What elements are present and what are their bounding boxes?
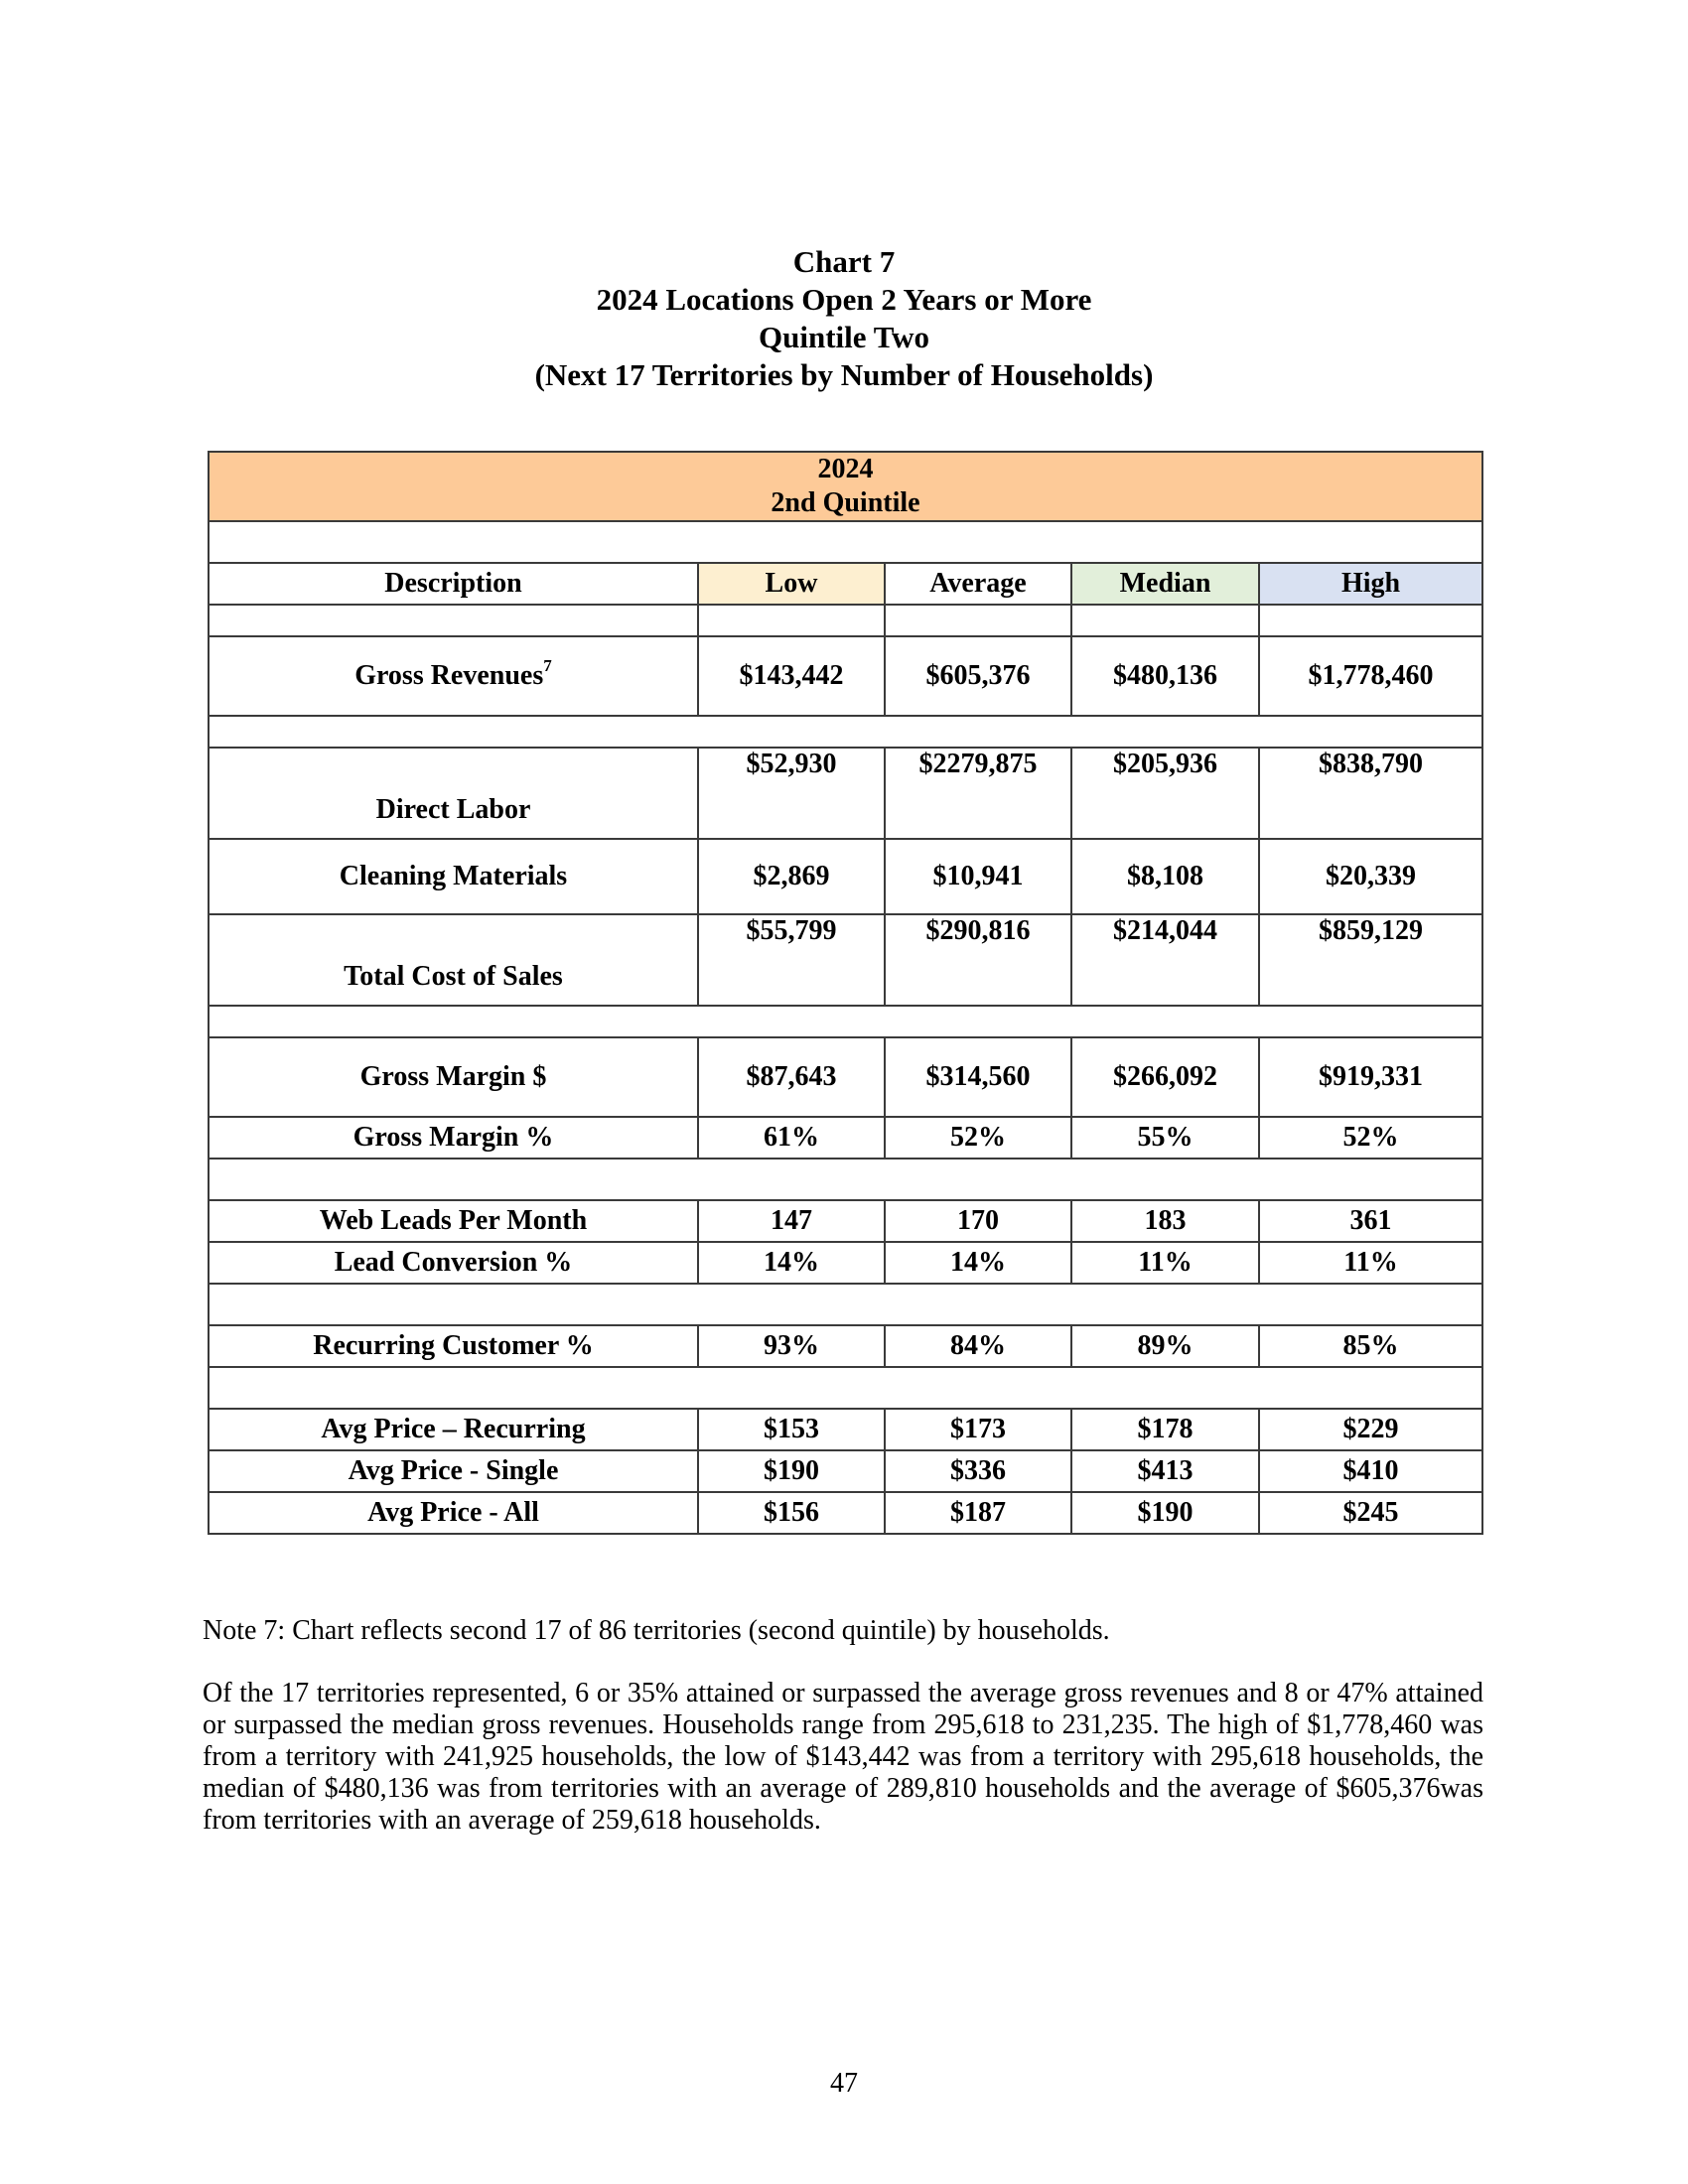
row-label: Gross Margin $ [209, 1037, 698, 1117]
column-header-row [209, 563, 1482, 605]
cell-low: 147 [698, 1200, 885, 1242]
row-label: Gross Margin % [209, 1117, 698, 1159]
cell-median: 183 [1071, 1200, 1259, 1242]
title-line-4: (Next 17 Territories by Number of Households) [534, 357, 1154, 392]
spacer-row [209, 521, 1482, 563]
footnote-marker: 7 [543, 656, 552, 675]
summary-paragraph: Of the 17 territories represented, 6 or 35% attained or surpassed the average gross revenues and 8 or 47% attained or surpassed the median gross revenues. Households range from 295,618 to 231,235. The high of $1,778,460 was from a territory with 241,925 households, the low of $143,442 was from a territory with 295,618 households, the median of $480,136 was from territories with an average of 289,810 households and the average of $605,376was from territories with an average of 259,618 households. [203, 1678, 1483, 1836]
cell-average: $336 [885, 1450, 1071, 1492]
cell-high: $838,790 [1259, 748, 1482, 839]
table-row-lead-conversion [209, 1242, 1482, 1284]
page-number: 47 [830, 2068, 858, 2099]
cell-average: $173 [885, 1409, 1071, 1450]
title-line-2: 2024 Locations Open 2 Years or More [596, 282, 1092, 317]
cell-average: $2279,875 [885, 748, 1071, 839]
quintile-table [208, 451, 1483, 1535]
table-row-avg-price-recurring [209, 1409, 1482, 1450]
band-header-row [209, 452, 1482, 521]
cell-low: $156 [698, 1492, 885, 1534]
cell-low: 61% [698, 1117, 885, 1159]
footnote-text: Note 7: Chart reflects second 17 of 86 territories (second quintile) by households. [203, 1615, 1110, 1646]
cell-high: $229 [1259, 1409, 1482, 1450]
spacer-row [209, 1367, 1482, 1409]
title-line-1: Chart 7 [792, 244, 896, 279]
cell-low: $190 [698, 1450, 885, 1492]
table-row-cleaning-materials [209, 839, 1482, 914]
cell-high: $410 [1259, 1450, 1482, 1492]
cell-low: $2,869 [698, 839, 885, 914]
cell-average: $10,941 [885, 839, 1071, 914]
spacer-row [209, 1284, 1482, 1325]
spacer-row [209, 716, 1482, 748]
cell-median: $266,092 [1071, 1037, 1259, 1117]
band-header [209, 452, 1482, 521]
cell-median: $480,136 [1071, 636, 1259, 716]
table-row-gross-margin-dollars [209, 1037, 1482, 1117]
header-description: Description [209, 563, 698, 605]
band-label: 2nd Quintile [771, 487, 920, 518]
cell-median: 55% [1071, 1117, 1259, 1159]
chart-title [0, 243, 1688, 394]
spacer-row [209, 1159, 1482, 1200]
cell-high: 85% [1259, 1325, 1482, 1367]
cell-low: 14% [698, 1242, 885, 1284]
cell-low: 93% [698, 1325, 885, 1367]
cell-average: 170 [885, 1200, 1071, 1242]
row-label: Direct Labor [209, 748, 698, 839]
cell-high: 11% [1259, 1242, 1482, 1284]
table-row-web-leads [209, 1200, 1482, 1242]
cell-high: $20,339 [1259, 839, 1482, 914]
cell-median: $413 [1071, 1450, 1259, 1492]
row-label: Cleaning Materials [209, 839, 698, 914]
row-label: Total Cost of Sales [209, 914, 698, 1006]
cell-average: $290,816 [885, 914, 1071, 1006]
cell-average: $187 [885, 1492, 1071, 1534]
cell-high: $245 [1259, 1492, 1482, 1534]
cell-median: 11% [1071, 1242, 1259, 1284]
row-label: Avg Price – Recurring [209, 1409, 698, 1450]
row-label: Avg Price - Single [209, 1450, 698, 1492]
row-label: Recurring Customer % [209, 1325, 698, 1367]
table-row-direct-labor [209, 748, 1482, 839]
cell-average: $605,376 [885, 636, 1071, 716]
cell-median: $8,108 [1071, 839, 1259, 914]
spacer-row [209, 605, 1482, 636]
header-median: Median [1071, 563, 1259, 605]
table-row-gross-margin-pct [209, 1117, 1482, 1159]
cell-median: $205,936 [1071, 748, 1259, 839]
cell-median: $178 [1071, 1409, 1259, 1450]
table-row-avg-price-all [209, 1492, 1482, 1534]
cell-high: 361 [1259, 1200, 1482, 1242]
cell-high: $859,129 [1259, 914, 1482, 1006]
cell-low: $153 [698, 1409, 885, 1450]
cell-high: 52% [1259, 1117, 1482, 1159]
title-line-3: Quintile Two [759, 320, 929, 354]
row-label: Gross Revenues$^7$ [209, 636, 698, 716]
cell-average: 84% [885, 1325, 1071, 1367]
table-row-total-cost-of-sales [209, 914, 1482, 1006]
table-row-avg-price-single [209, 1450, 1482, 1492]
table-row-gross-revenues [209, 636, 1482, 716]
cell-median: 89% [1071, 1325, 1259, 1367]
spacer-row [209, 1006, 1482, 1037]
row-label: Avg Price - All [209, 1492, 698, 1534]
cell-median: $190 [1071, 1492, 1259, 1534]
cell-average: $314,560 [885, 1037, 1071, 1117]
cell-median: $214,044 [1071, 914, 1259, 1006]
cell-low: $55,799 [698, 914, 885, 1006]
cell-low: $52,930 [698, 748, 885, 839]
row-label: Lead Conversion % [209, 1242, 698, 1284]
header-low: Low [698, 563, 885, 605]
cell-low: $143,442 [698, 636, 885, 716]
band-year: 2024 [817, 454, 874, 484]
cell-low: $87,643 [698, 1037, 885, 1117]
row-label: Web Leads Per Month [209, 1200, 698, 1242]
cell-high: $1,778,460 [1259, 636, 1482, 716]
cell-average: 14% [885, 1242, 1071, 1284]
header-high: High [1259, 563, 1482, 605]
header-average: Average [885, 563, 1071, 605]
table-row-recurring-customer [209, 1325, 1482, 1367]
cell-average: 52% [885, 1117, 1071, 1159]
cell-high: $919,331 [1259, 1037, 1482, 1117]
